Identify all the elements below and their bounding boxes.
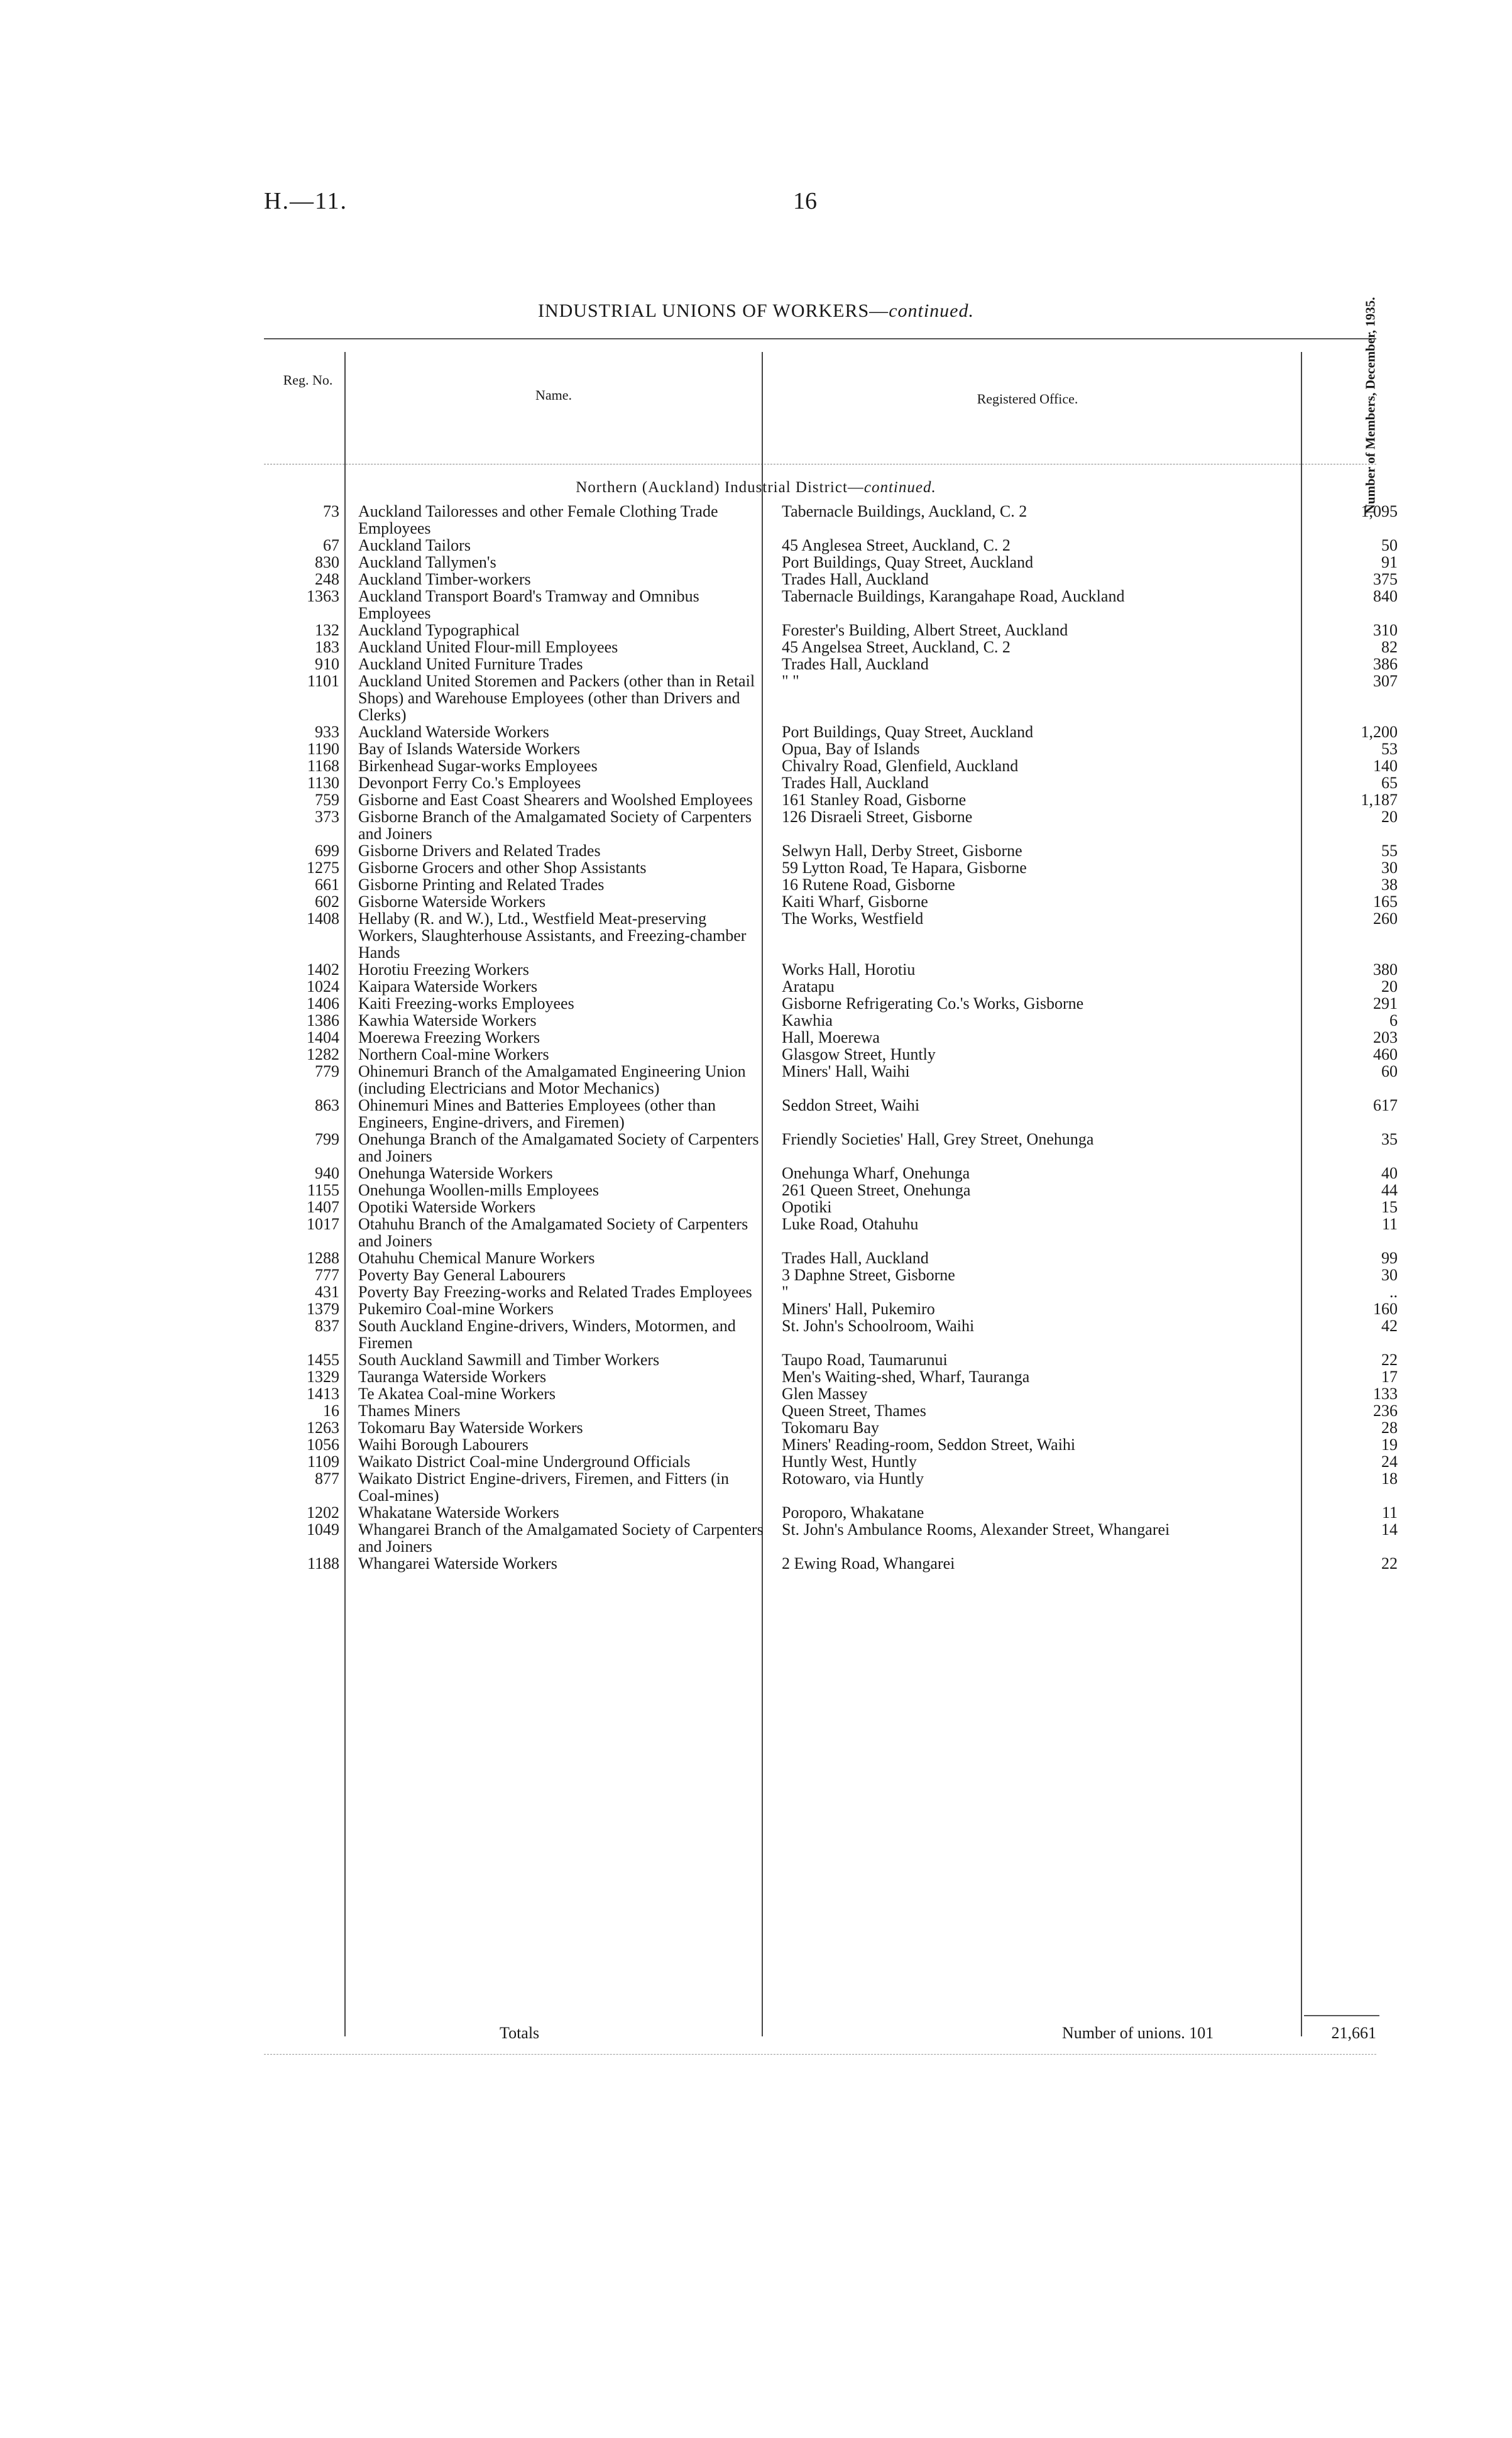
table-row xyxy=(264,1165,1404,1182)
union-name-cell: Otahuhu Branch of the Amalgamated Society of Carpenters and Joiners xyxy=(358,1215,748,1250)
page-reference: H.—11. xyxy=(264,188,348,214)
reg-number-cell: 1413 xyxy=(307,1385,339,1403)
union-name-cell: Whangarei Branch of the Amalgamated Society of Carpenters and Joiners xyxy=(358,1520,764,1556)
reg-number-cell: 933 xyxy=(315,723,339,741)
reg-number-cell: 1202 xyxy=(307,1503,339,1522)
registered-office-cell: St. John's Schoolroom, Waihi xyxy=(782,1317,975,1335)
members-count-cell: 30 xyxy=(1381,1266,1398,1284)
reg-number-cell: 1379 xyxy=(307,1300,339,1318)
members-count-cell: 160 xyxy=(1373,1300,1398,1318)
reg-number-cell: 1109 xyxy=(307,1452,339,1471)
header-top-rule xyxy=(264,338,1376,339)
table-row xyxy=(264,1470,1404,1504)
union-name-cell: Kaiti Freezing-works Employees xyxy=(358,994,574,1013)
reg-number-cell: 777 xyxy=(315,1266,339,1284)
reg-number-cell: 1188 xyxy=(307,1554,339,1573)
reg-number-cell: 1406 xyxy=(307,994,339,1013)
members-count-cell: 840 xyxy=(1373,587,1398,605)
union-name-cell: Te Akatea Coal-mine Workers xyxy=(358,1385,556,1403)
members-count-cell: .. xyxy=(1389,1283,1398,1301)
members-count-cell: 14 xyxy=(1381,1520,1398,1539)
reg-number-cell: 1155 xyxy=(307,1181,339,1199)
table-row xyxy=(264,893,1404,910)
page-number: 16 xyxy=(793,188,817,214)
registered-office-cell: Huntly West, Huntly xyxy=(782,1452,917,1471)
union-name-cell: Auckland United Furniture Trades xyxy=(358,655,583,673)
members-count-cell: 140 xyxy=(1373,757,1398,775)
registered-office-cell: Port Buildings, Quay Street, Auckland xyxy=(782,723,1034,741)
reg-number-cell: 877 xyxy=(315,1469,339,1488)
members-count-cell: 1,095 xyxy=(1361,502,1398,520)
members-count-cell: 165 xyxy=(1373,892,1398,911)
union-name-cell: Ohinemuri Mines and Batteries Employees (other than Engineers, Engine-drivers, and Firemen) xyxy=(358,1096,716,1131)
members-count-cell: 60 xyxy=(1381,1062,1398,1080)
reg-number-cell: 1363 xyxy=(307,587,339,605)
union-name-cell: Devonport Ferry Co.'s Employees xyxy=(358,774,581,792)
union-name-cell: Auckland Typographical xyxy=(358,621,520,639)
members-count-cell: 22 xyxy=(1381,1351,1398,1369)
reg-number-cell: 431 xyxy=(315,1283,339,1301)
totals-rule xyxy=(1304,2015,1379,2016)
registered-office-cell: Opua, Bay of Islands xyxy=(782,740,920,758)
title-suffix: continued. xyxy=(889,300,974,321)
union-name-cell: Onehunga Woollen-mills Employees xyxy=(358,1181,600,1199)
table-row xyxy=(264,622,1404,639)
registered-office-cell: " xyxy=(782,1283,789,1301)
reg-number-cell: 73 xyxy=(323,502,339,520)
members-count-cell: 460 xyxy=(1373,1045,1398,1063)
members-count-cell: 30 xyxy=(1381,859,1398,877)
union-name-cell: Horotiu Freezing Workers xyxy=(358,960,529,979)
members-count-cell: 24 xyxy=(1381,1452,1398,1471)
members-count-cell: 65 xyxy=(1381,774,1398,792)
reg-number-cell: 863 xyxy=(315,1096,339,1114)
union-name-cell: Poverty Bay General Labourers xyxy=(358,1266,566,1284)
table-row xyxy=(264,656,1404,673)
registered-office-cell: 2 Ewing Road, Whangarei xyxy=(782,1554,955,1573)
union-name-cell: Bay of Islands Waterside Workers xyxy=(358,740,580,758)
union-name-cell: Northern Coal-mine Workers xyxy=(358,1045,549,1063)
reg-number-cell: 1402 xyxy=(307,960,339,979)
registered-office-cell: Trades Hall, Auckland xyxy=(782,1249,929,1267)
union-name-cell: Birkenhead Sugar-works Employees xyxy=(358,757,598,775)
unions-table xyxy=(264,503,1404,1572)
registered-office-cell: The Works, Westfield xyxy=(782,909,924,928)
registered-office-cell: Miners' Hall, Waihi xyxy=(782,1062,910,1080)
column-header-members-text: Number of Members, December, 1935. xyxy=(1362,297,1378,514)
table-row xyxy=(264,1351,1404,1368)
table-row xyxy=(264,673,1404,723)
registered-office-cell: St. John's Ambulance Rooms, Alexander Street, Whangarei xyxy=(782,1520,1170,1539)
registered-office-cell: 261 Queen Street, Onehunga xyxy=(782,1181,971,1199)
reg-number-cell: 1101 xyxy=(307,672,339,690)
registered-office-cell: 3 Daphne Street, Gisborne xyxy=(782,1266,955,1284)
table-row xyxy=(264,961,1404,978)
registered-office-cell: 45 Anglesea Street, Auckland, C. 2 xyxy=(782,536,1011,554)
table-row xyxy=(264,503,1404,537)
page-title xyxy=(0,300,1512,322)
registered-office-cell: Tabernacle Buildings, Karangahape Road, Auckland xyxy=(782,587,1125,605)
members-count-cell: 11 xyxy=(1381,1503,1398,1522)
members-count-cell: 133 xyxy=(1373,1385,1398,1403)
union-name-cell: Auckland Waterside Workers xyxy=(358,723,549,741)
members-count-cell: 310 xyxy=(1373,621,1398,639)
table-row xyxy=(264,1453,1404,1470)
reg-number-cell: 248 xyxy=(315,570,339,588)
members-count-cell: 40 xyxy=(1381,1164,1398,1182)
table-row xyxy=(264,1555,1404,1572)
table-row xyxy=(264,757,1404,774)
registered-office-cell: Trades Hall, Auckland xyxy=(782,774,929,792)
registered-office-cell: Kawhia xyxy=(782,1011,833,1030)
table-row xyxy=(264,537,1404,554)
reg-number-cell: 1407 xyxy=(307,1198,339,1216)
registered-office-cell: Selwyn Hall, Derby Street, Gisborne xyxy=(782,842,1022,860)
reg-number-cell: 779 xyxy=(315,1062,339,1080)
union-name-cell: Gisborne Waterside Workers xyxy=(358,892,546,911)
reg-number-cell: 1190 xyxy=(307,740,339,758)
members-count-cell: 375 xyxy=(1373,570,1398,588)
reg-number-cell: 940 xyxy=(315,1164,339,1182)
members-count-cell: 260 xyxy=(1373,909,1398,928)
table-row xyxy=(264,1521,1404,1555)
reg-number-cell: 1263 xyxy=(307,1419,339,1437)
registered-office-cell: Rotowaro, via Huntly xyxy=(782,1469,924,1488)
registered-office-cell: 45 Angelsea Street, Auckland, C. 2 xyxy=(782,638,1011,656)
reg-number-cell: 759 xyxy=(315,791,339,809)
reg-number-cell: 1017 xyxy=(307,1215,339,1233)
table-row xyxy=(264,876,1404,893)
union-name-cell: Hellaby (R. and W.), Ltd., Westfield Meat-preserving Workers, Slaughterhouse Assistants, and Freezing-chamber Hands xyxy=(358,909,747,962)
members-count-cell: 17 xyxy=(1381,1368,1398,1386)
registered-office-cell: Aratapu xyxy=(782,977,835,996)
table-row xyxy=(264,1317,1404,1351)
table-row xyxy=(264,910,1404,961)
table-row xyxy=(264,639,1404,656)
members-count-cell: 380 xyxy=(1373,960,1398,979)
union-name-cell: Thames Miners xyxy=(358,1402,461,1420)
reg-number-cell: 1282 xyxy=(307,1045,339,1063)
union-name-cell: Kawhia Waterside Workers xyxy=(358,1011,537,1030)
union-name-cell: Ohinemuri Branch of the Amalgamated Engineering Union (including Electricians and Motor Mechanics) xyxy=(358,1062,746,1097)
registered-office-cell: 161 Stanley Road, Gisborne xyxy=(782,791,967,809)
registered-office-cell: Queen Street, Thames xyxy=(782,1402,926,1420)
table-row xyxy=(264,1131,1404,1165)
members-count-cell: 20 xyxy=(1381,977,1398,996)
union-name-cell: Gisborne Grocers and other Shop Assistants xyxy=(358,859,647,877)
registered-office-cell: Friendly Societies' Hall, Grey Street, Onehunga xyxy=(782,1130,1094,1148)
table-row xyxy=(264,1436,1404,1453)
reg-number-cell: 1168 xyxy=(307,757,339,775)
members-count-cell: 307 xyxy=(1373,672,1398,690)
registered-office-cell: Glasgow Street, Huntly xyxy=(782,1045,936,1063)
table-row xyxy=(264,859,1404,876)
district-heading xyxy=(0,479,1512,497)
registered-office-cell: Trades Hall, Auckland xyxy=(782,655,929,673)
union-name-cell: Waikato District Engine-drivers, Firemen, and Fitters (in Coal-mines) xyxy=(358,1469,729,1505)
registered-office-cell: Works Hall, Horotiu xyxy=(782,960,916,979)
table-row xyxy=(264,774,1404,791)
members-count-cell: 28 xyxy=(1381,1419,1398,1437)
union-name-cell: Tauranga Waterside Workers xyxy=(358,1368,547,1386)
union-name-cell: Gisborne Printing and Related Trades xyxy=(358,876,605,894)
table-row xyxy=(264,791,1404,808)
totals-members: 21,661 xyxy=(1331,2024,1376,2042)
district-suffix: continued. xyxy=(863,479,936,496)
footer-rule xyxy=(264,2054,1376,2055)
union-name-cell: Waihi Borough Labourers xyxy=(358,1436,529,1454)
reg-number-cell: 799 xyxy=(315,1130,339,1148)
union-name-cell: Moerewa Freezing Workers xyxy=(358,1028,540,1046)
members-count-cell: 53 xyxy=(1381,740,1398,758)
members-count-cell: 42 xyxy=(1381,1317,1398,1335)
reg-number-cell: 1408 xyxy=(307,909,339,928)
members-count-cell: 617 xyxy=(1373,1096,1398,1114)
members-count-cell: 203 xyxy=(1373,1028,1398,1046)
table-row xyxy=(264,1504,1404,1521)
reg-number-cell: 602 xyxy=(315,892,339,911)
table-row xyxy=(264,842,1404,859)
union-name-cell: Auckland Tailoresses and other Female Clothing Trade Employees xyxy=(358,502,718,537)
union-name-cell: Otahuhu Chemical Manure Workers xyxy=(358,1249,595,1267)
registered-office-cell: Men's Waiting-shed, Wharf, Tauranga xyxy=(782,1368,1030,1386)
registered-office-cell: Chivalry Road, Glenfield, Auckland xyxy=(782,757,1019,775)
union-name-cell: Waikato District Coal-mine Underground Officials xyxy=(358,1452,691,1471)
registered-office-cell: Gisborne Refrigerating Co.'s Works, Gisborne xyxy=(782,994,1084,1013)
reg-number-cell: 910 xyxy=(315,655,339,673)
reg-number-cell: 16 xyxy=(323,1402,339,1420)
table-row xyxy=(264,1182,1404,1199)
members-count-cell: 1,187 xyxy=(1361,791,1398,809)
members-count-cell: 291 xyxy=(1373,994,1398,1013)
reg-number-cell: 1275 xyxy=(307,859,339,877)
table-row xyxy=(264,978,1404,995)
registered-office-cell: 126 Disraeli Street, Gisborne xyxy=(782,808,973,826)
table-row xyxy=(264,1029,1404,1046)
table-row xyxy=(264,1249,1404,1266)
members-count-cell: 18 xyxy=(1381,1469,1398,1488)
union-name-cell: Tokomaru Bay Waterside Workers xyxy=(358,1419,583,1437)
members-count-cell: 35 xyxy=(1381,1130,1398,1148)
table-row xyxy=(264,1097,1404,1131)
table-row xyxy=(264,808,1404,842)
table-row xyxy=(264,1300,1404,1317)
union-name-cell: Auckland Transport Board's Tramway and Omnibus Employees xyxy=(358,587,699,622)
union-name-cell: South Auckland Engine-drivers, Winders, Motormen, and Firemen xyxy=(358,1317,736,1352)
registered-office-cell: Tokomaru Bay xyxy=(782,1419,879,1437)
reg-number-cell: 1404 xyxy=(307,1028,339,1046)
union-name-cell: Gisborne and East Coast Shearers and Woolshed Employees xyxy=(358,791,753,809)
members-count-cell: 55 xyxy=(1381,842,1398,860)
members-count-cell: 44 xyxy=(1381,1181,1398,1199)
table-row xyxy=(264,1012,1404,1029)
reg-number-cell: 1049 xyxy=(307,1520,339,1539)
members-count-cell: 99 xyxy=(1381,1249,1398,1267)
union-name-cell: Pukemiro Coal-mine Workers xyxy=(358,1300,554,1318)
table-row xyxy=(264,723,1404,740)
totals-label: Totals xyxy=(500,2024,540,2042)
table-row xyxy=(264,1419,1404,1436)
reg-number-cell: 1455 xyxy=(307,1351,339,1369)
members-count-cell: 1,200 xyxy=(1361,723,1398,741)
table-row xyxy=(264,1216,1404,1249)
table-row xyxy=(264,740,1404,757)
members-count-cell: 82 xyxy=(1381,638,1398,656)
column-header-office: Registered Office. xyxy=(977,391,1078,407)
registered-office-cell: Kaiti Wharf, Gisborne xyxy=(782,892,928,911)
union-name-cell: Gisborne Branch of the Amalgamated Society of Carpenters and Joiners xyxy=(358,808,752,843)
column-header-name: Name. xyxy=(535,387,572,403)
union-name-cell: Kaipara Waterside Workers xyxy=(358,977,538,996)
registered-office-cell: " " xyxy=(782,672,799,690)
table-row xyxy=(264,571,1404,588)
union-name-cell: Onehunga Branch of the Amalgamated Society of Carpenters and Joiners xyxy=(358,1130,759,1165)
table-row xyxy=(264,1368,1404,1385)
registered-office-cell: Luke Road, Otahuhu xyxy=(782,1215,919,1233)
district-label: Northern (Auckland) Industrial District— xyxy=(576,479,864,496)
reg-number-cell: 132 xyxy=(315,621,339,639)
members-count-cell: 15 xyxy=(1381,1198,1398,1216)
table-row xyxy=(264,1266,1404,1283)
registered-office-cell: Port Buildings, Quay Street, Auckland xyxy=(782,553,1034,571)
reg-number-cell: 1288 xyxy=(307,1249,339,1267)
members-count-cell: 19 xyxy=(1381,1436,1398,1454)
reg-number-cell: 830 xyxy=(315,553,339,571)
registered-office-cell: Glen Massey xyxy=(782,1385,868,1403)
reg-number-cell: 67 xyxy=(323,536,339,554)
reg-number-cell: 661 xyxy=(315,876,339,894)
members-count-cell: 11 xyxy=(1381,1215,1398,1233)
union-name-cell: South Auckland Sawmill and Timber Workers xyxy=(358,1351,660,1369)
reg-number-cell: 1056 xyxy=(307,1436,339,1454)
registered-office-cell: Onehunga Wharf, Onehunga xyxy=(782,1164,970,1182)
registered-office-cell: Trades Hall, Auckland xyxy=(782,570,929,588)
column-header-reg: Reg. No. xyxy=(283,372,333,388)
union-name-cell: Auckland United Storemen and Packers (other than in Retail Shops) and Warehouse Employees (other than Drivers and Clerks) xyxy=(358,672,755,724)
registered-office-cell: 16 Rutene Road, Gisborne xyxy=(782,876,955,894)
union-name-cell: Poverty Bay Freezing-works and Related Trades Employees xyxy=(358,1283,752,1301)
registered-office-cell: Poroporo, Whakatane xyxy=(782,1503,924,1522)
union-name-cell: Whakatane Waterside Workers xyxy=(358,1503,559,1522)
registered-office-cell: Miners' Hall, Pukemiro xyxy=(782,1300,935,1318)
registered-office-cell: Tabernacle Buildings, Auckland, C. 2 xyxy=(782,502,1027,520)
union-name-cell: Auckland United Flour-mill Employees xyxy=(358,638,618,656)
reg-number-cell: 699 xyxy=(315,842,339,860)
members-count-cell: 6 xyxy=(1389,1011,1398,1030)
registered-office-cell: Seddon Street, Waihi xyxy=(782,1096,920,1114)
table-row xyxy=(264,554,1404,571)
members-count-cell: 20 xyxy=(1381,808,1398,826)
reg-number-cell: 183 xyxy=(315,638,339,656)
members-count-cell: 91 xyxy=(1381,553,1398,571)
table-row xyxy=(264,1063,1404,1097)
registered-office-cell: Taupo Road, Taumarunui xyxy=(782,1351,948,1369)
reg-number-cell: 1329 xyxy=(307,1368,339,1386)
union-name-cell: Whangarei Waterside Workers xyxy=(358,1554,557,1573)
table-row xyxy=(264,1385,1404,1402)
reg-number-cell: 1386 xyxy=(307,1011,339,1030)
union-name-cell: Auckland Tailors xyxy=(358,536,471,554)
union-name-cell: Opotiki Waterside Workers xyxy=(358,1198,536,1216)
registered-office-cell: Forester's Building, Albert Street, Auckland xyxy=(782,621,1068,639)
table-row xyxy=(264,995,1404,1012)
union-name-cell: Onehunga Waterside Workers xyxy=(358,1164,553,1182)
table-row xyxy=(264,1046,1404,1063)
union-name-cell: Auckland Timber-workers xyxy=(358,570,531,588)
reg-number-cell: 1130 xyxy=(307,774,339,792)
reg-number-cell: 1024 xyxy=(307,977,339,996)
reg-number-cell: 373 xyxy=(315,808,339,826)
registered-office-cell: Hall, Moerewa xyxy=(782,1028,880,1046)
registered-office-cell: 59 Lytton Road, Te Hapara, Gisborne xyxy=(782,859,1027,877)
table-row xyxy=(264,1283,1404,1300)
reg-number-cell: 837 xyxy=(315,1317,339,1335)
table-row xyxy=(264,1402,1404,1419)
members-count-cell: 236 xyxy=(1373,1402,1398,1420)
registered-office-cell: Opotiki xyxy=(782,1198,832,1216)
table-row xyxy=(264,588,1404,622)
members-count-cell: 386 xyxy=(1373,655,1398,673)
table-row xyxy=(264,1199,1404,1216)
totals-unions: Number of unions. 101 xyxy=(1062,2024,1214,2042)
registered-office-cell: Miners' Reading-room, Seddon Street, Waihi xyxy=(782,1436,1076,1454)
title-text: INDUSTRIAL UNIONS OF WORKERS— xyxy=(537,300,889,321)
members-count-cell: 50 xyxy=(1381,536,1398,554)
members-count-cell: 38 xyxy=(1381,876,1398,894)
members-count-cell: 22 xyxy=(1381,1554,1398,1573)
union-name-cell: Auckland Tallymen's xyxy=(358,553,496,571)
union-name-cell: Gisborne Drivers and Related Trades xyxy=(358,842,601,860)
